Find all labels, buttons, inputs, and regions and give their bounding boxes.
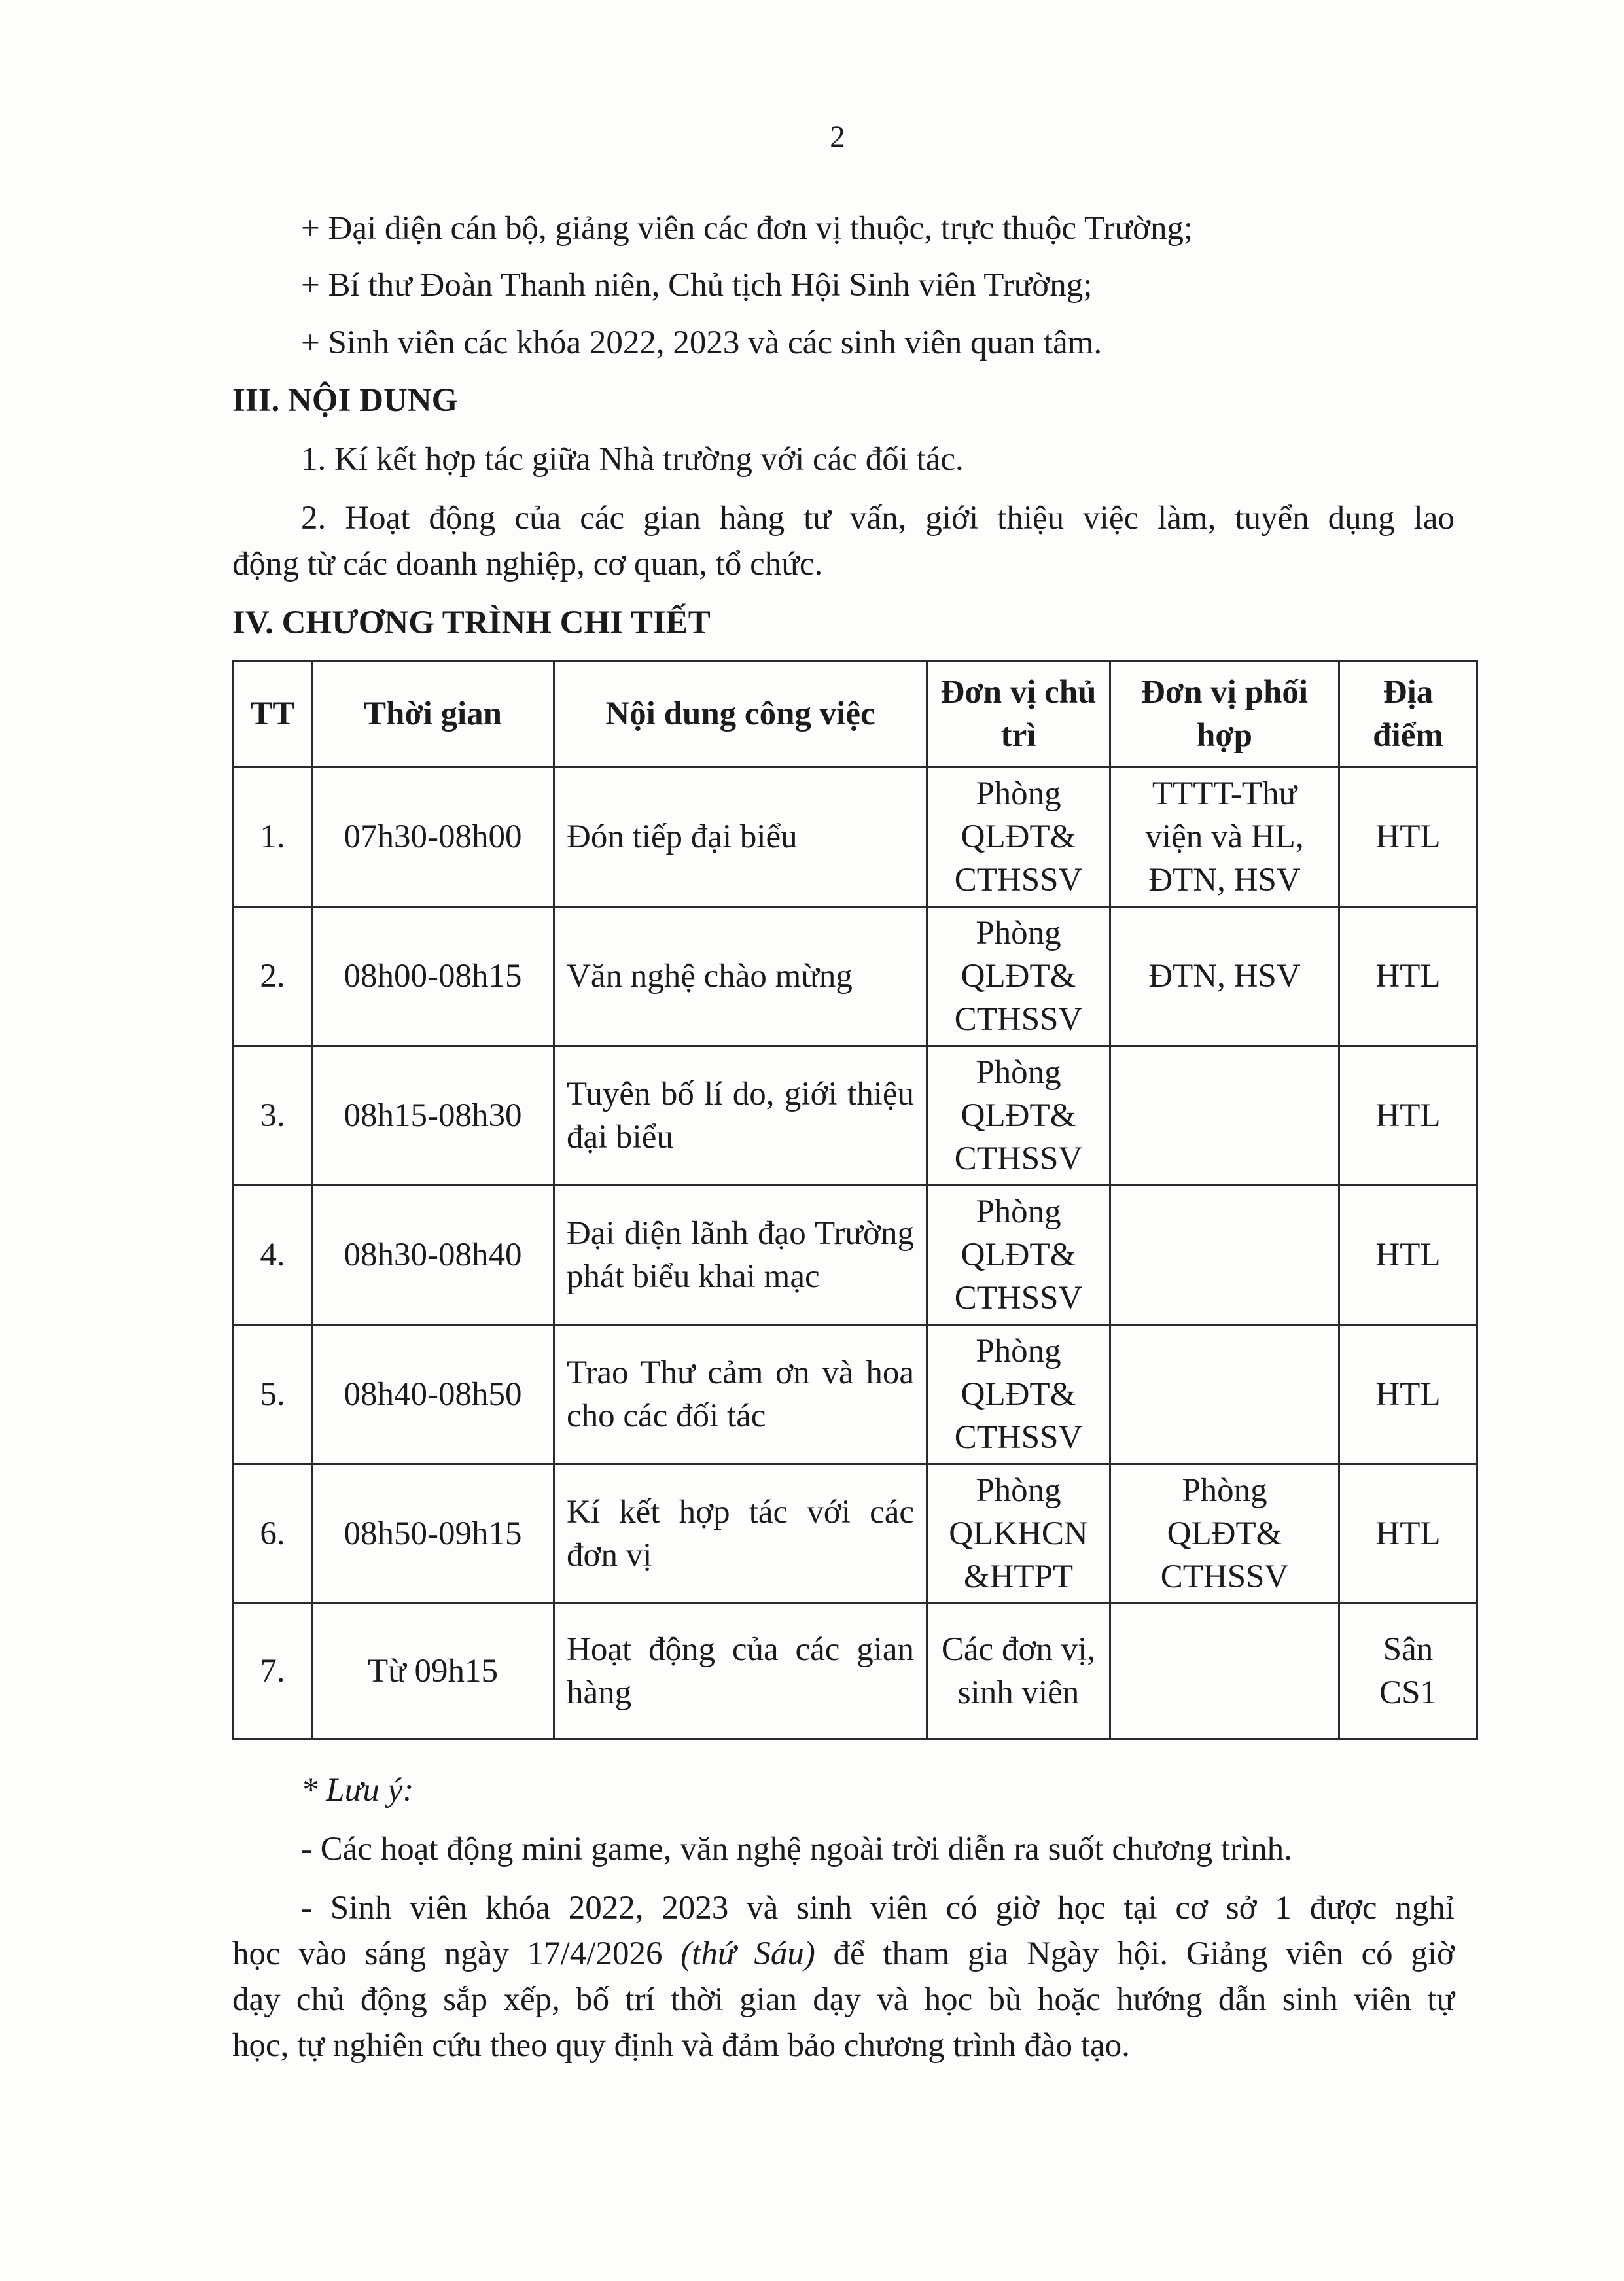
cell-place: Sân CS1 — [1339, 1604, 1477, 1739]
cell-place: HTL — [1339, 1046, 1477, 1186]
cell-tt: 6. — [234, 1464, 312, 1604]
cell-place: HTL — [1339, 907, 1477, 1046]
table-row — [234, 768, 1477, 907]
cell-coop — [1110, 1186, 1339, 1325]
cell-content: Văn nghệ chào mừng — [554, 907, 927, 1046]
cell-tt: 7. — [234, 1604, 312, 1739]
section-4-heading: IV. CHƯƠNG TRÌNH CHI TIẾT — [232, 605, 711, 641]
note-2-line-2 — [232, 1934, 1455, 1974]
cell-content: Trao Thư cảm ơn và hoa cho các đối tác — [554, 1325, 927, 1464]
participant-line-2: + Bí thư Đoàn Thanh niên, Chủ tịch Hội Sinh viên Trường; — [301, 267, 1093, 304]
header-content: Nội dung công việc — [554, 661, 927, 768]
section-3-heading: III. NỘI DUNG — [232, 382, 458, 419]
cell-time: Từ 09h15 — [312, 1604, 554, 1739]
table-row — [234, 1186, 1477, 1325]
note-1: - Các hoạt động mini game, văn nghệ ngoài trời diễn ra suốt chương trình. — [301, 1831, 1292, 1867]
section-3-item-1: 1. Kí kết hợp tác giữa Nhà trường với các đối tác. — [301, 441, 964, 478]
cell-content: Hoạt động của các gian hàng — [554, 1604, 927, 1739]
cell-tt: 1. — [234, 768, 312, 907]
cell-time: 08h40-08h50 — [312, 1325, 554, 1464]
table-row — [234, 1604, 1477, 1739]
cell-tt: 2. — [234, 907, 312, 1046]
page-number: 2 — [830, 120, 845, 154]
cell-time: 07h30-08h00 — [312, 768, 554, 907]
cell-tt: 3. — [234, 1046, 312, 1186]
note-2-line-2-end: để tham gia Ngày hội. Giảng viên có giờ — [815, 1936, 1455, 1972]
header-host: Đơn vị chủ trì — [927, 661, 1110, 768]
note-2-line-3: dạy chủ động sắp xếp, bố trí thời gian dạy và học bù hoặc hướng dẫn sinh viên tự — [232, 1981, 1455, 2018]
cell-time: 08h00-08h15 — [312, 907, 554, 1046]
note-2-line-4: học, tự nghiên cứu theo quy định và đảm bảo chương trình đào tạo. — [232, 2027, 1130, 2064]
cell-host: Phòng QLĐT& CTHSSV — [927, 768, 1110, 907]
cell-host: Phòng QLĐT& CTHSSV — [927, 1325, 1110, 1464]
cell-time: 08h15-08h30 — [312, 1046, 554, 1186]
cell-coop — [1110, 1604, 1339, 1739]
cell-place: HTL — [1339, 1464, 1477, 1604]
table-row — [234, 1046, 1477, 1186]
section-3-item-2-line-2: động từ các doanh nghiệp, cơ quan, tổ chức. — [232, 546, 823, 582]
cell-coop: Phòng QLĐT& CTHSSV — [1110, 1464, 1339, 1604]
table-header-row — [234, 661, 1477, 768]
cell-host: Các đơn vị, sinh viên — [927, 1604, 1110, 1739]
cell-host: Phòng QLĐT& CTHSSV — [927, 1046, 1110, 1186]
cell-tt: 5. — [234, 1325, 312, 1464]
cell-tt: 4. — [234, 1186, 312, 1325]
cell-host: Phòng QLĐT& CTHSSV — [927, 907, 1110, 1046]
cell-time: 08h50-09h15 — [312, 1464, 554, 1604]
cell-content: Đại diện lãnh đạo Trường phát biểu khai mạc — [554, 1186, 927, 1325]
note-2-weekday: (thứ Sáu) — [680, 1936, 815, 1972]
header-place: Địa điểm — [1339, 661, 1477, 768]
cell-place: HTL — [1339, 1186, 1477, 1325]
header-tt: TT — [234, 661, 312, 768]
cell-time: 08h30-08h40 — [312, 1186, 554, 1325]
participant-line-3: + Sinh viên các khóa 2022, 2023 và các sinh viên quan tâm. — [301, 325, 1103, 361]
notes-title: * Lưu ý: — [301, 1772, 414, 1809]
header-coop: Đơn vị phối hợp — [1110, 661, 1339, 768]
participant-line-1: + Đại diện cán bộ, giảng viên các đơn vị thuộc, trực thuộc Trường; — [301, 210, 1193, 247]
cell-content: Tuyên bố lí do, giới thiệu đại biểu — [554, 1046, 927, 1186]
section-3-item-2-line-1: 2. Hoạt động của các gian hàng tư vấn, giới thiệu việc làm, tuyển dụng lao — [301, 500, 1455, 537]
cell-content: Đón tiếp đại biểu — [554, 768, 927, 907]
cell-place: HTL — [1339, 768, 1477, 907]
cell-content: Kí kết hợp tác với các đơn vị — [554, 1464, 927, 1604]
cell-coop: ĐTN, HSV — [1110, 907, 1339, 1046]
cell-coop — [1110, 1046, 1339, 1186]
table-row — [234, 1325, 1477, 1464]
note-2-line-1: - Sinh viên khóa 2022, 2023 và sinh viên có giờ học tại cơ sở 1 được nghỉ — [301, 1890, 1455, 1926]
cell-coop: TTTT-Thư viện và HL, ĐTN, HSV — [1110, 768, 1339, 907]
table-row — [234, 1464, 1477, 1604]
cell-host: Phòng QLKHCN &HTPT — [927, 1464, 1110, 1604]
cell-host: Phòng QLĐT& CTHSSV — [927, 1186, 1110, 1325]
header-time: Thời gian — [312, 661, 554, 768]
cell-place: HTL — [1339, 1325, 1477, 1464]
cell-coop — [1110, 1325, 1339, 1464]
schedule-table — [232, 660, 1478, 1740]
table-row — [234, 907, 1477, 1046]
note-2-line-2-start: học vào sáng ngày 17/4/2026 — [232, 1936, 681, 1972]
